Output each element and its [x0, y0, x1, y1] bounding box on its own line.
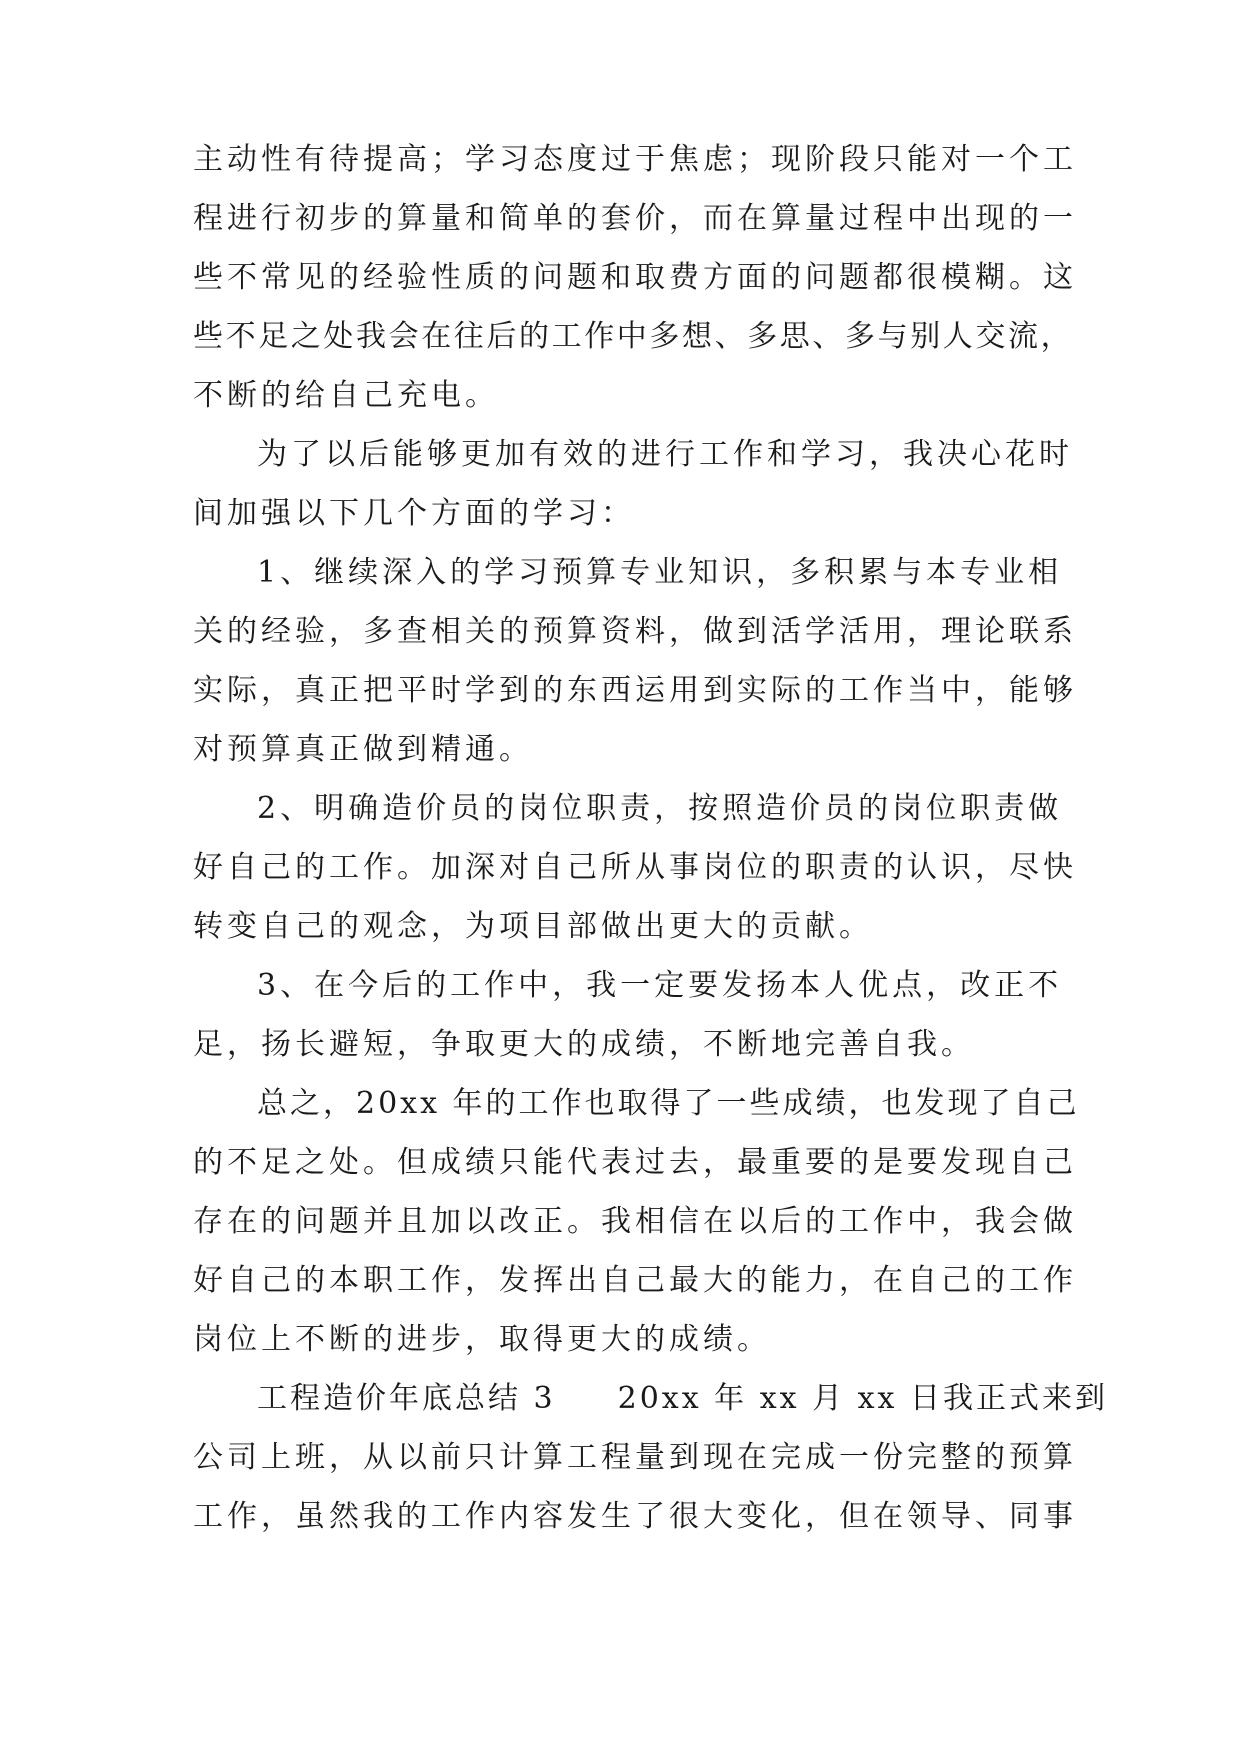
text-line: 公司上班，从以前只计算工程量到现在完成一份完整的预算	[193, 1440, 1077, 1475]
text-line: 对预算真正做到精通。	[193, 732, 533, 767]
paragraph-6	[193, 1074, 1080, 1369]
text-line: 2、明确造价员的岗位职责，按照造价员的岗位职责做	[257, 791, 1063, 826]
text-line: 为了以后能够更加有效的进行工作和学习，我决心花时	[257, 437, 1073, 472]
text-line: 存在的问题并且加以改正。我相信在以后的工作中，我会做	[193, 1204, 1077, 1239]
text-line: 主动性有待提高；学习态度过于焦虑；现阶段只能对一个工	[193, 142, 1077, 177]
paragraph-4	[193, 779, 1077, 956]
text-line: 好自己的本职工作，发挥出自己最大的能力，在自己的工作	[193, 1263, 1077, 1298]
text-line: 好自己的工作。加深对自己所从事岗位的职责的认识，尽快	[193, 850, 1077, 885]
paragraph-1	[193, 130, 1077, 425]
text-line: 足，扬长避短，争取更大的成绩，不断地完善自我。	[193, 1027, 975, 1062]
document-body	[193, 130, 1108, 1546]
text-line: 1、继续深入的学习预算专业知识，多积累与本专业相	[257, 555, 1063, 590]
text-line: 实际，真正把平时学到的东西运用到实际的工作当中，能够	[193, 673, 1077, 708]
paragraph-2	[193, 425, 1073, 543]
text-line: 的不足之处。但成绩只能代表过去，最重要的是要发现自己	[193, 1145, 1077, 1180]
text-line	[193, 1369, 1108, 1428]
text-line: 转变自己的观念，为项目部做出更大的贡献。	[193, 909, 873, 944]
text-line: 间加强以下几个方面的学习：	[193, 496, 635, 531]
text-line: 不断的给自己充电。	[193, 378, 499, 413]
paragraph-3	[193, 543, 1077, 779]
text-line: 程进行初步的算量和简单的套价，而在算量过程中出现的一	[193, 201, 1077, 236]
text-line: 些不足之处我会在往后的工作中多想、多思、多与别人交流，	[193, 319, 1074, 354]
text-line: 工作，虽然我的工作内容发生了很大变化，但在领导、同事	[193, 1499, 1077, 1534]
text-line: 岗位上不断的进步，取得更大的成绩。	[193, 1322, 771, 1357]
paragraph-5	[193, 956, 1063, 1074]
text-line: 些不常见的经验性质的问题和取费方面的问题都很模糊。这	[193, 260, 1077, 295]
paragraph-7	[193, 1369, 1108, 1546]
heading-continuation: 20xx 年 xx 月 xx 日我正式来到	[617, 1381, 1108, 1416]
text-line: 关的经验，多查相关的预算资料，做到活学活用，理论联系	[193, 614, 1077, 649]
text-line: 总之，20xx 年的工作也取得了一些成绩，也发现了自己	[257, 1086, 1080, 1121]
text-line: 3、在今后的工作中，我一定要发扬本人优点，改正不	[257, 968, 1063, 1003]
section-heading: 工程造价年底总结 3	[257, 1381, 556, 1416]
